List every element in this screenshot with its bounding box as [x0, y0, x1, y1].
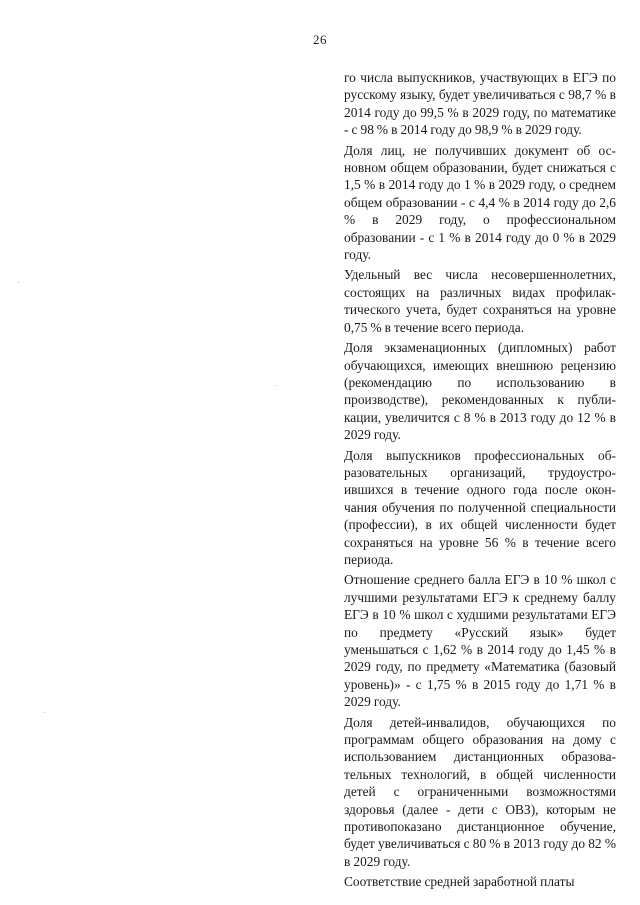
- scan-speck: [44, 712, 45, 713]
- paragraph-6: Отношение среднего балла ЕГЭ в 10 % школ с лучшими результатами ЕГЭ к среднему баллу ЕГЭ в 10 % школ с худшими результатами ЕГЭ по предмету «Русский язык» будет уменьшаться с 1,62 % в 2014 году до 1,45 % в 2029 году, по предмету «Математика (базовый уровень)» - с 1,75 % в 2015 году до 1,71 % в 2029 году.: [344, 572, 616, 710]
- paragraph-4: Доля экзаменационных (дипломных) работ обучающихся, имеющих внешнюю рецензию (рекомендацию по использованию в производстве), рекомендованных к публикации, увеличится с 8 % в 2013 году до 12 % в 2029 году.: [344, 340, 616, 443]
- scan-speck: [276, 385, 277, 386]
- scan-speck: [18, 282, 19, 283]
- paragraph-1: го числа выпускников, участвующих в ЕГЭ по русскому языку, будет увеличиваться с 98,7 % в 2014 году до 99,5 % в 2029 году, по математике - с 98 % в 2014 году до 98,9 % в 2029 году.: [344, 70, 616, 138]
- paragraph-3: Удельный вес числа несовершеннолетних, состоящих на различных видах профилактического учета, будет сохраняться на уровне 0,75 % в течение всего периода.: [344, 267, 616, 335]
- text-column: [344, 69, 616, 894]
- paragraph-2: Доля лиц, не получивших документ об основном общем образовании, будет снижаться с 1,5 % в 2014 году до 1 % в 2029 году, о среднем общем образовании - с 4,4 % в 2014 году до 2,6 % в 2029 году, о профессиональном образовании - с 1 % в 2014 году до 0 % в 2029 году.: [344, 142, 616, 263]
- page-number: 26: [313, 32, 327, 47]
- paragraph-8: Соответствие средней заработной платы: [344, 874, 575, 890]
- paragraph-7: Доля детей-инвалидов, обучающихся по программам общего образования на дому с использованием дистанционных образовательных технологий, в общей численности детей с ограниченными возможностями здоровья (далее - дети с ОВЗ), которым не противопоказано дистанционное обучение, будет увеличиваться с 80 % в 2013 году до 82 % в 2029 году.: [344, 714, 616, 869]
- paragraph-5: Доля выпускников профессиональных образовательных организаций, трудоустроившихся в течение одного года после окончания обучения по полученной специальности (профессии), в их общей численности будет сохраняться на уровне 56 % в течение всего периода.: [344, 447, 616, 567]
